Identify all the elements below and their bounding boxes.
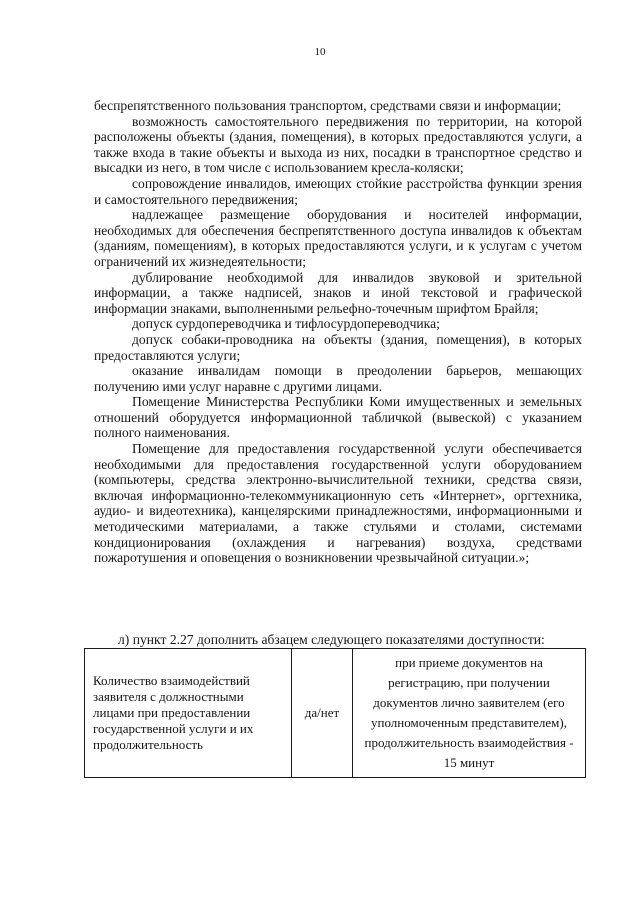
paragraph: Помещение для предоставления государственной услуги обеспечивается необходимыми для предоставления государственной услуги оборудованием (компьютеры, средства электронно-вычислительной техники, средства связи, включая информационно-телекоммуникационную сеть «Интернет», оргтехника, аудио- и видеотехника), канцелярскими принадлежностями, информационными и методическими материалами, а также стульями и столами, системами кондиционирования (охлаждения и нагревания) воздуха, средствами пожаротушения и оповещения о возникновении чрезвычайной ситуации.»; [94,441,582,566]
unit-cell: да/нет [292,649,353,778]
norm-cell: при приеме документов на регистрацию, при получении документов лично заявителем (его уполномоченным представителем), продолжительность взаимодействия - 15 минут [353,649,586,778]
paragraph: дублирование необходимой для инвалидов звуковой и зрительной информации, а также надписей, знаков и иной текстовой и графической информации знаками, выполненными рельефно-точечным шрифтом Брайля; [94,269,582,316]
page-number: 10 [314,46,326,58]
accessibility-indicator-table [84,648,586,778]
body-text [94,98,582,566]
paragraph: допуск сурдопереводчика и тифлосурдопереводчика; [132,316,440,332]
paragraph: надлежащее размещение оборудования и носителей информации, необходимых для обеспечения беспрепятственного доступа инвалидов к объектам (зданиям, помещениям), в которых предоставляются услуги, и к услугам с учетом ограничений их жизнедеятельности; [94,207,582,269]
paragraph: Помещение Министерства Республики Коми имущественных и земельных отношений оборудуется информационной табличкой (вывеской) с указанием полного наименования. [94,394,582,441]
paragraph: оказание инвалидам помощи в преодолении барьеров, мешающих получению ими услуг наравне с другими лицами. [94,363,582,394]
table-row [85,649,586,778]
paragraph: допуск собаки-проводника на объекты (здания, помещения), в которых предоставляются услуги; [94,331,582,363]
paragraph: возможность самостоятельного передвижения по территории, на которой расположены объекты (здания, помещения), в которых предоставляются услуги, а также входа в такие объекты и выхода из них, посадки в транспортное средство и высадки из него, в том числе с использованием кресла-коляски; [94,113,582,176]
paragraph: беспрепятственного пользования транспортом, средствами связи и информации; [94,98,562,113]
paragraph: сопровождение инвалидов, имеющих стойкие расстройства функции зрения и самостоятельного передвижения; [94,175,582,207]
indicator-cell: Количество взаимодействий заявителя с должностными лицами при предоставлении государственной услуги и их продолжительность [85,649,292,778]
amendment-line: л) пункт 2.27 дополнить абзацем следующего показателями доступности: [118,632,545,647]
